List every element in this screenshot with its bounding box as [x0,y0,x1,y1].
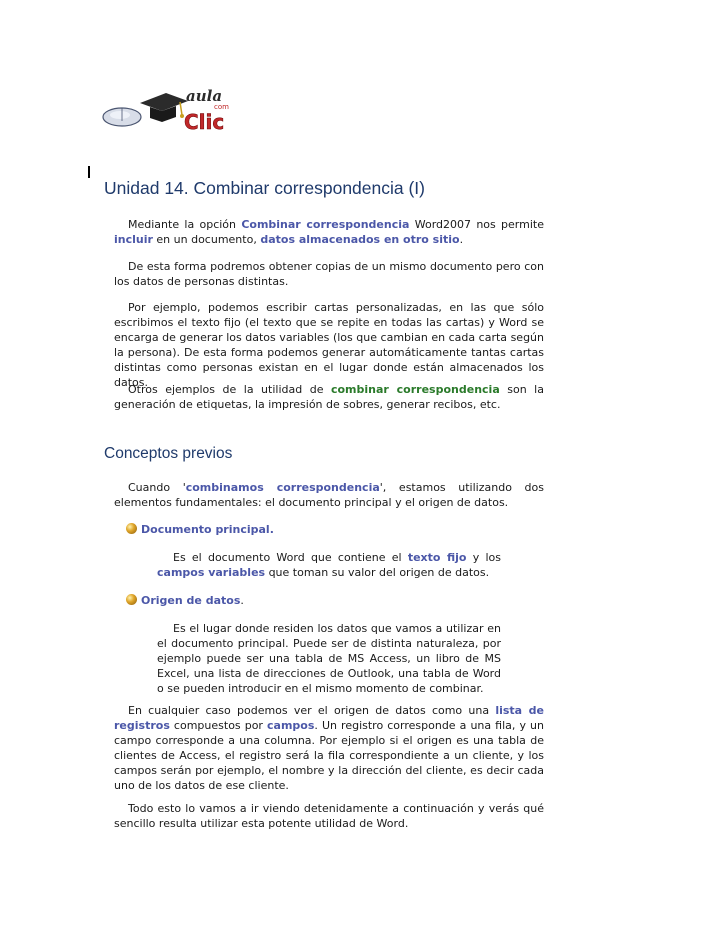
logo-text-com: com [214,103,229,111]
aulaclic-logo [100,85,240,135]
mouse-icon [103,108,141,126]
graduation-cap-icon [140,93,188,122]
highlight-texto-fijo: texto fijo [407,551,467,564]
paragraph-origen-datos: Es el lugar donde residen los datos que vamos a utilizar en el documento principal. Puede ser de distinta naturaleza, por ejemplo puede ser una tabla de MS Access, un libro de MS Excel, una lista de direcciones de Outlook, una tabla de Word o se pueden introducir en el mismo momento de combinar. [157,622,501,695]
highlight-incluir: incluir [114,233,153,246]
highlight-lista-registros: lista de registros [114,704,544,732]
paragraph-registros: En cualquier caso podemos ver el origen de datos como una lista de registros compuestos por campos. Un registro corresponde a una fila, y un campo corresponde a una columna. Por ejemplo si el origen es una tabla de clientes de Access, el registro será la fila correspondiente a un cliente, y los campos serán por ejemplo, el nombre y la dirección del cliente, es decir cada uno de los datos de ese cliente. [114,704,544,792]
highlight-campos: campos [267,719,315,732]
paragraph-otros-ejemplos: Otros ejemplos de la utilidad de combinar correspondencia son la generación de etiquetas, la impresión de sobres, generar recibos, etc. [114,383,544,411]
section-heading: Conceptos previos [104,445,233,462]
logo-text-clic: Clic [184,110,225,134]
highlight-combinar: Combinar correspondencia [241,218,410,231]
logo-text-aula: aula [186,87,223,105]
bullet-orb-icon [126,523,137,534]
highlight-campos-variables: campos variables [157,566,266,579]
paragraph-intro: Mediante la opción Combinar correspondencia Word2007 nos permite incluir en un documento, datos almacenados en otro sitio. [114,218,544,246]
paragraph-copias: De esta forma podremos obtener copias de un mismo documento pero con los datos de personas distintas. [114,260,544,288]
highlight-combinamos: combinamos correspondencia [185,481,380,494]
bullet-documento-principal: Documento principal. [126,522,274,537]
paragraph-documento-principal: Es el documento Word que contiene el texto fijo y los campos variables que toman su valor del origen de datos. [157,551,501,579]
text-cursor [88,166,90,178]
bullet-origen-datos: Origen de datos. [126,593,244,608]
paragraph-todo-esto: Todo esto lo vamos a ir viendo detenidamente a continuación y verás qué sencillo resulta utilizar esta potente utilidad de Word. [114,802,544,830]
highlight-datos-almacenados: datos almacenados en otro sitio [260,233,460,246]
bullet-orb-icon [126,594,137,605]
paragraph-cuando: Cuando 'combinamos correspondencia', estamos utilizando dos elementos fundamentales: el documento principal y el origen de datos. [114,481,544,509]
paragraph-ejemplo: Por ejemplo, podemos escribir cartas personalizadas, en las que sólo escribimos el texto fijo (el texto que se repite en todas las cartas) y Word se encarga de generar los datos variables (los que cambian en cada carta según la persona). De esta forma podemos generar automáticamente tantas cartas distintas como personas existan en el lugar donde están almacenados los datos. [114,301,544,389]
page-title: Unidad 14. Combinar correspondencia (I) [104,178,425,198]
highlight-combinar-green: combinar correspondencia [330,383,500,396]
